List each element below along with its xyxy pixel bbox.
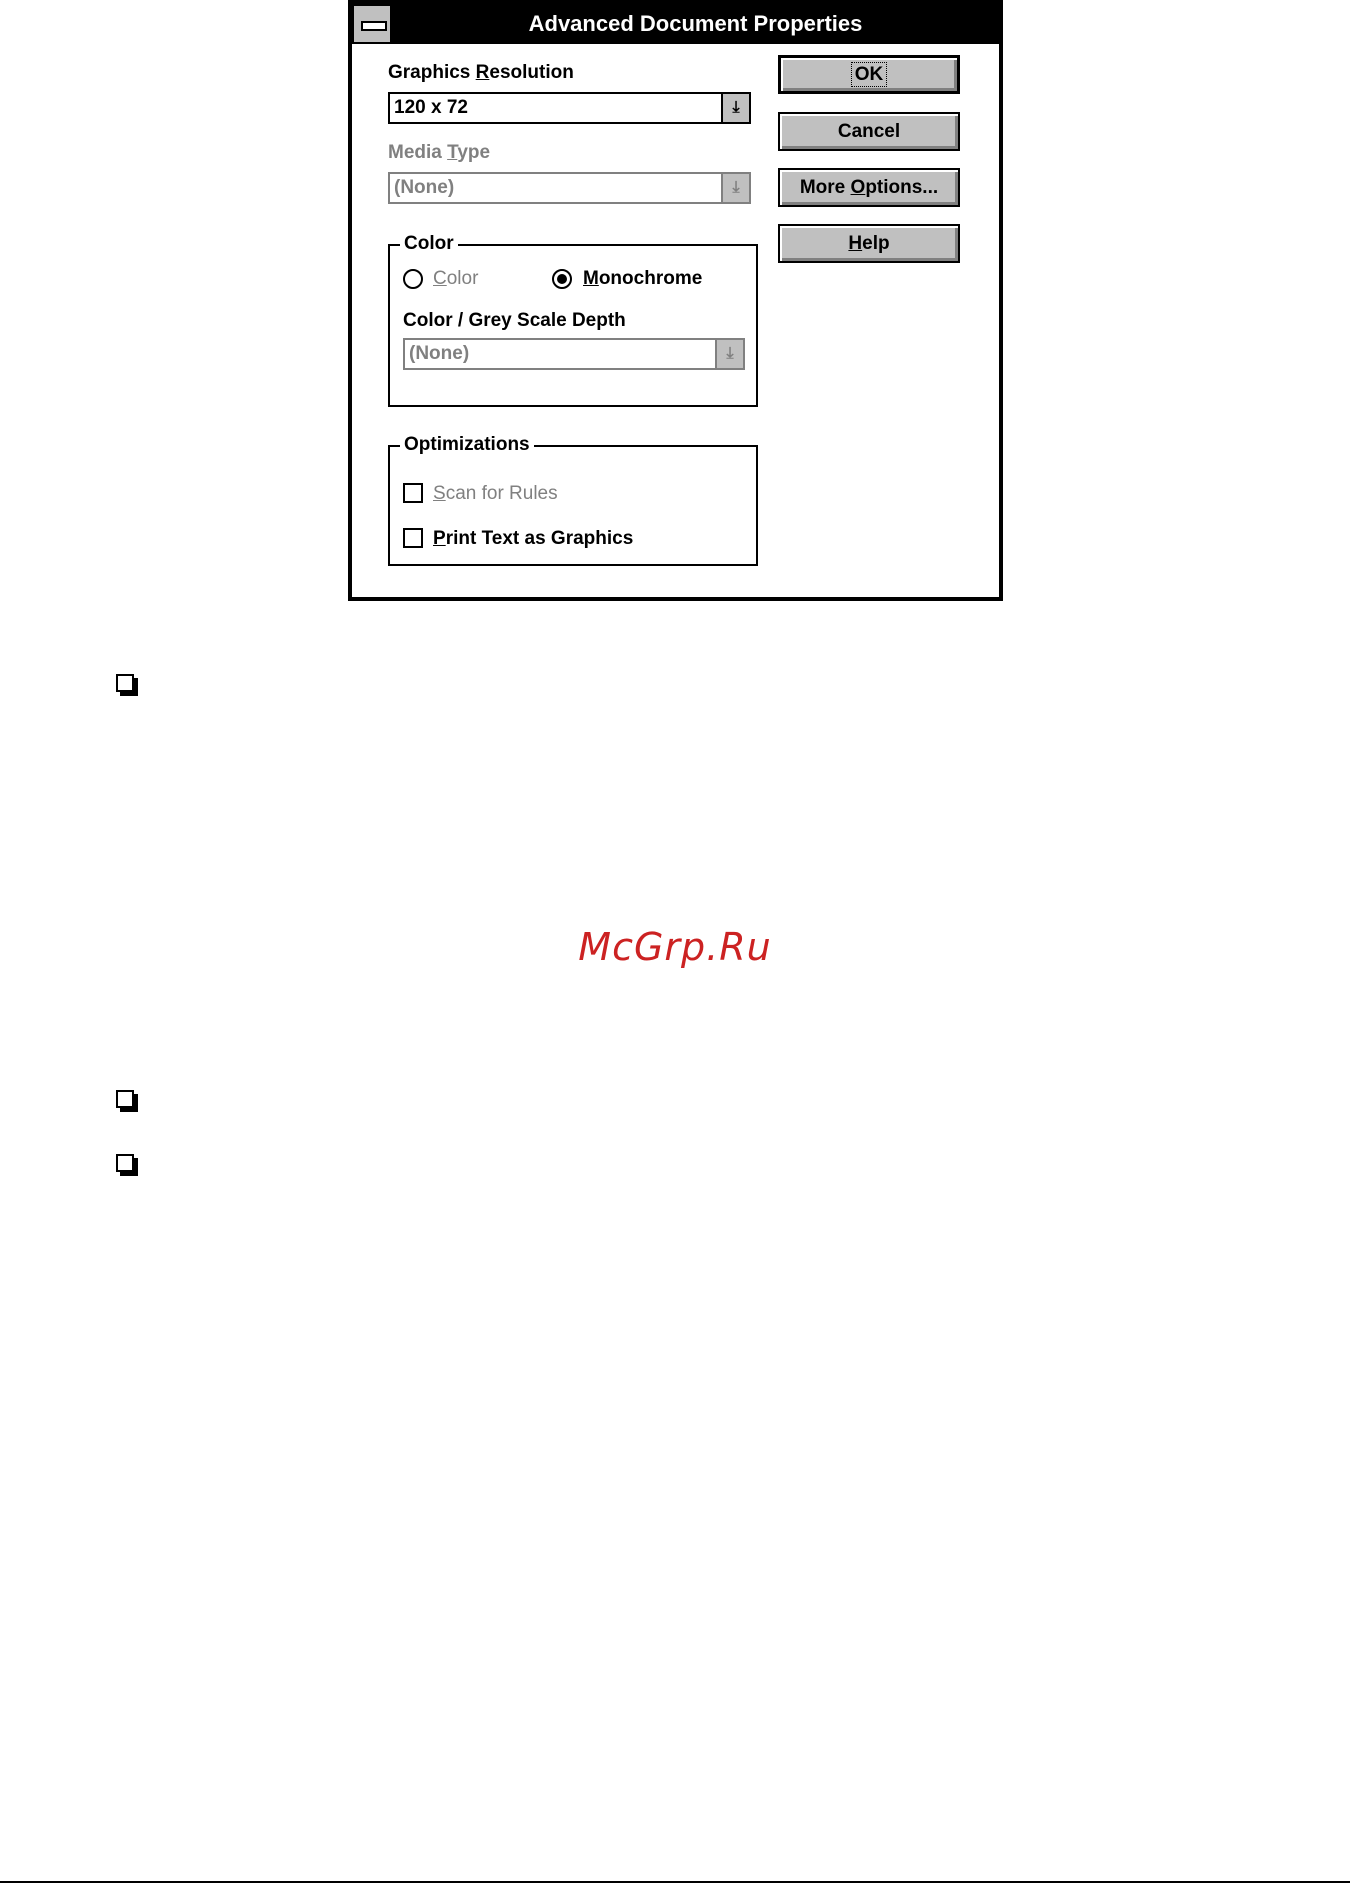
depth-value: (None): [409, 343, 470, 364]
cancel-button[interactable]: Cancel: [778, 112, 960, 151]
dialog-title: Advanced Document Properties: [528, 11, 863, 36]
graphics-resolution-label: Graphics Resolution: [388, 62, 574, 83]
print-text-as-graphics-label[interactable]: Print Text as Graphics: [433, 528, 634, 549]
depth-select: [403, 338, 745, 370]
title-bar[interactable]: [352, 4, 999, 44]
scan-for-rules-checkbox: [403, 483, 423, 503]
graphics-resolution-select[interactable]: [388, 92, 751, 124]
graphics-resolution-value: 120 x 72: [394, 97, 468, 118]
print-text-as-graphics-checkbox[interactable]: [403, 528, 423, 548]
optimizations-group-title: Optimizations: [400, 433, 534, 457]
checkbox-bullet-icon: [116, 1090, 134, 1108]
page-bottom-rule: [0, 1881, 1350, 1883]
checkbox-bullet-icon: [116, 1154, 134, 1172]
color-group: [388, 233, 758, 407]
media-type-value: (None): [394, 177, 455, 198]
watermark: McGrp.Ru: [578, 925, 772, 969]
ok-button[interactable]: OK: [778, 55, 960, 94]
color-radio-label: Color: [433, 268, 479, 289]
media-type-label: Media Type: [388, 142, 491, 163]
advanced-document-properties-dialog: [348, 0, 1003, 601]
color-group-title: Color: [400, 232, 458, 256]
optimizations-group: [388, 434, 758, 566]
monochrome-radio-label[interactable]: Monochrome: [583, 268, 703, 289]
dialog-client-area: [352, 44, 999, 597]
monochrome-radio[interactable]: [552, 269, 572, 289]
scan-for-rules-label: Scan for Rules: [433, 483, 558, 504]
checkbox-bullet-icon: [116, 674, 134, 692]
depth-label: Color / Grey Scale Depth: [403, 310, 626, 331]
system-menu-icon[interactable]: [352, 4, 392, 44]
color-radio: [403, 269, 423, 289]
help-button[interactable]: Help: [778, 224, 960, 263]
dropdown-arrow-icon: ⤓: [721, 174, 749, 202]
more-options-button[interactable]: More Options...: [778, 168, 960, 207]
media-type-select: [388, 172, 751, 204]
dropdown-arrow-icon: ⤓: [715, 340, 743, 368]
dropdown-arrow-icon[interactable]: ⤓: [721, 94, 749, 122]
